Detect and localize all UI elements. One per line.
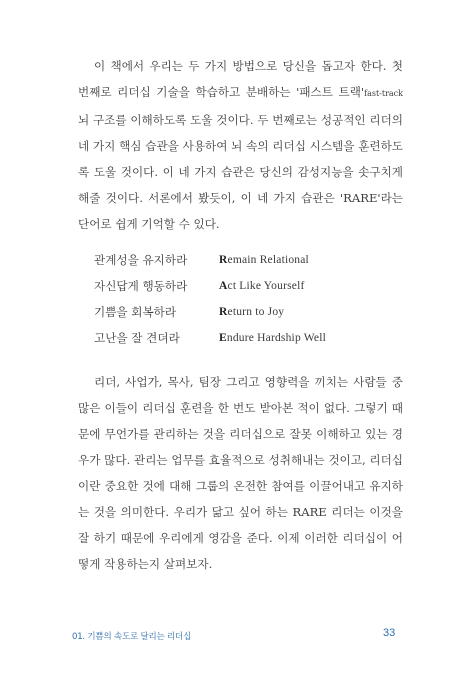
habit-english: [219, 273, 305, 299]
leadership-paragraph: [78, 369, 403, 577]
habit-item: [94, 299, 394, 325]
page-number: 33: [383, 627, 396, 639]
intro-paragraph-text-2: 뇌 구조를 이해하도록 도울 것이다. 두 번째로는 성공적인 리더의 네 가지 핵심 습관을 사용하여 뇌 속의 리더십 시스템을 훈련하도록 도울 것이다. 이 네 가지 습관은 당신의 감성지능을 솟구치게 해줄 것이다. 서론에서 봤듯이, 이 네 가지 습관은 'RARE'라는 단어로 쉽게 기억할 수 있다.: [78, 113, 403, 231]
habit-korean: 자신답게 행동하라: [94, 279, 188, 293]
rare-habits-list: [94, 247, 394, 351]
habit-item: [94, 247, 394, 273]
habit-initial: R: [219, 254, 228, 266]
habit-english: [219, 247, 309, 273]
intro-paragraph: [78, 53, 403, 237]
habit-initial: R: [219, 306, 228, 318]
habit-english-rest: ct Like Yourself: [227, 280, 305, 292]
habit-korean: 고난을 잘 견뎌라: [94, 331, 180, 345]
habit-english: [219, 325, 326, 351]
habit-initial: A: [219, 280, 228, 292]
habit-english: [219, 299, 284, 325]
habit-english-rest: eturn to Joy: [227, 306, 285, 318]
intro-paragraph-text-1: 이 책에서 우리는 두 가지 방법으로 당신을 돕고자 한다. 첫 번째로 리더십 기술을 학습하고 분배하는 '패스트 트랙': [78, 59, 403, 99]
habit-korean: 기쁨을 회복하라: [94, 305, 177, 319]
habit-item: [94, 273, 394, 299]
fast-track-annotation: fast-track: [364, 89, 403, 98]
habit-english-rest: emain Relational: [227, 254, 309, 266]
habit-english-rest: ndure Hardship Well: [226, 332, 326, 344]
habit-initial: E: [219, 332, 227, 344]
leadership-paragraph-text: 리더, 사업가, 목사, 팀장 그리고 영향력을 끼치는 사람들 중 많은 이들이 리더십 훈련을 한 번도 받아본 적이 없다. 그렇기 때문에 무언가를 관리하는 것을 리더십으로 잘못 이해하고 있는 경우가 많다. 관리는 업무를 효율적으로 성취해내는 것이고, 리더십이란 중요한 것에 대해 그룹의 온전한 참여를 이끌어내고 유지하는 것을 의미한다. 우리가 닮고 싶어 하는 RARE 리더는 이것을 잘 하기 때문에 우리에게 영감을 준다. 이제 이러한 리더십이 어떻게 작용하는지 살펴보자.: [78, 375, 403, 571]
habit-korean: 관계성을 유지하라: [94, 253, 188, 267]
chapter-running-footer: 01. 기쁨의 속도로 달리는 리더십: [72, 632, 192, 642]
habit-item: [94, 325, 394, 351]
